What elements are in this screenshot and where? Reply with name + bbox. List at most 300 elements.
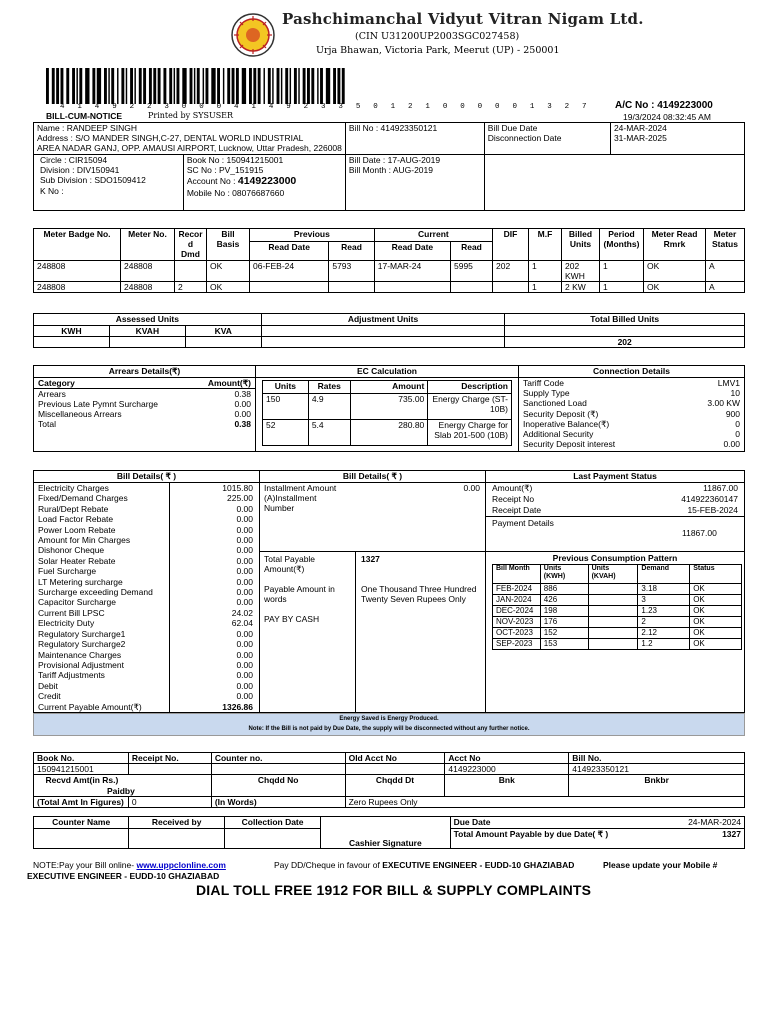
barcode-bar <box>117 68 118 104</box>
connection-row <box>523 409 740 419</box>
consumption-row <box>493 628 742 639</box>
barcode-bar <box>126 68 127 104</box>
connection-label: Additional Security <box>523 429 594 440</box>
barcode-bar <box>169 68 172 104</box>
words-label: Payable Amount in words <box>264 584 335 605</box>
bill-detail-value: 0.00 <box>236 691 253 702</box>
col-record-dmd: Recor d Dmd <box>175 229 207 261</box>
last-payment-label: Amount(₹) <box>492 483 533 493</box>
bill-detail-row <box>34 702 259 712</box>
barcode-bar <box>143 68 146 104</box>
barcode-bar <box>311 68 314 104</box>
barcode-bar <box>108 68 109 104</box>
barcode-bar <box>242 68 246 104</box>
bill-detail-label: Electricity Duty <box>38 618 95 629</box>
company-address: Urja Bhawan, Victoria Park, Meerut (UP) - 250001 <box>316 45 560 56</box>
meter-cell: 248808 <box>121 281 175 292</box>
meter-row <box>34 260 745 281</box>
bill-detail-value: 0.00 <box>236 566 253 577</box>
connection-label: Inoperative Balance(₹) <box>523 418 610 429</box>
arrears-category: Previous Late Pymnt Surcharge <box>38 399 159 410</box>
meter-cell: 248808 <box>34 260 121 281</box>
bill-detail-label: LT Metering surcharge <box>38 576 123 587</box>
barcode-bar <box>268 68 271 104</box>
consumption-row <box>493 606 742 617</box>
barcode-bar <box>149 68 152 104</box>
meter-rows <box>34 260 745 293</box>
meter-cell: 202 <box>493 260 529 281</box>
barcode-bar <box>111 68 114 104</box>
bill-details-section <box>33 470 745 713</box>
bill-detail-value: 0.00 <box>236 576 253 587</box>
bill-detail-label: Credit <box>38 691 61 702</box>
meter-cell: 1 <box>529 281 562 292</box>
kvah-label: KVAH <box>109 326 185 337</box>
bill-notice-title: BILL-CUM-NOTICE <box>46 111 123 121</box>
sub-division: Sub Division : SDO1509412 <box>40 175 146 186</box>
barcode-bar <box>236 68 239 104</box>
barcode-bar <box>197 68 200 104</box>
account-number-header: A/C No : 4149223000 <box>615 100 713 111</box>
barcode-bar <box>52 68 55 104</box>
counter-due-label: Due Date <box>450 817 611 829</box>
bill-details-panel <box>34 471 260 712</box>
meter-row <box>34 281 745 292</box>
ec-rows <box>263 394 512 446</box>
bill-detail-value: 0.00 <box>236 587 253 598</box>
ec-cell: Energy Charge for Slab 201-500 (10B) <box>428 420 512 446</box>
total-billed-units-value: 202 <box>505 337 745 348</box>
bill-detail-row <box>34 691 259 701</box>
connection-row <box>523 378 740 388</box>
bill-details-divider <box>169 483 170 712</box>
consumption-rows <box>493 584 742 650</box>
executive-engineer: EXECUTIVE ENGINEER - EUDD-10 GHAZIABAD <box>27 871 220 881</box>
consumption-cell: 1.2 <box>638 639 690 650</box>
consumer-address-line2: AREA NADAR GANJ, OPP. AMAUSI AIRPORT, Lucknow, Uttar Pradesh, 226008 <box>37 143 342 154</box>
arrears-header <box>34 378 255 389</box>
col-prev-read-date: Read Date <box>250 241 329 260</box>
rc-book-label: Book No. <box>34 753 129 764</box>
cons-col-kvah: Units (KVAH) <box>588 565 638 584</box>
connection-value: 3.00 KW <box>707 398 740 409</box>
connection-label: Security Deposit (₹) <box>523 408 599 419</box>
ec-title: EC Calculation <box>256 366 518 378</box>
bill-detail-row <box>34 493 259 503</box>
meter-cell <box>329 281 374 292</box>
bill-detail-row <box>34 514 259 524</box>
meter-cell <box>450 281 492 292</box>
bill-detail-row <box>34 545 259 555</box>
bill-detail-value: 0.00 <box>236 524 253 535</box>
bill-detail-label: Electricity Charges <box>38 483 109 493</box>
connection-label: Sanctioned Load <box>523 398 587 409</box>
barcode-bar <box>277 68 280 104</box>
col-dif: DIF <box>493 229 529 261</box>
arrears-amount: 0.38 <box>234 419 251 430</box>
dd-favour-note <box>274 860 574 870</box>
barcode-bar <box>326 68 330 104</box>
barcode-bar <box>61 68 64 104</box>
consumption-cell: SEP-2023 <box>493 639 541 650</box>
last-payment-panel <box>486 471 744 712</box>
meter-cell: A <box>706 281 745 292</box>
col-billed-units: Billed Units <box>562 229 600 261</box>
company-logo <box>230 12 276 58</box>
payment-details-label: Payment Details <box>492 518 554 528</box>
bill-detail-row <box>34 618 259 628</box>
meter-cell: 2 KW <box>562 281 600 292</box>
company-cin: (CIN U31200UP2003SGC027458) <box>355 31 520 42</box>
bill-detail-label: Debit <box>38 680 58 691</box>
connection-value: 0 <box>735 418 740 429</box>
col-prev-read: Read <box>329 241 374 260</box>
barcode-bar <box>217 68 220 104</box>
arrears-row <box>38 419 251 429</box>
consumption-table <box>492 564 742 650</box>
consumption-cell: 426 <box>540 595 588 606</box>
printed-timestamp: 19/3/2024 08:32:45 AM <box>623 112 711 122</box>
barcode-bar <box>285 68 288 104</box>
consumption-cell <box>588 606 638 617</box>
bill-detail-label: Power Loom Rebate <box>38 524 116 535</box>
website-link[interactable]: www.uppclonline.com <box>136 860 226 870</box>
rc-counter-value <box>211 764 345 775</box>
col-previous: Previous <box>250 229 375 242</box>
meter-cell: 248808 <box>34 281 121 292</box>
col-meter-badge: Meter Badge No. <box>34 229 121 261</box>
arrears-category-label: Category <box>38 378 75 388</box>
barcode-bar <box>163 68 166 104</box>
payment-details-value: 11867.00 <box>682 528 717 538</box>
barcode-bar <box>85 68 89 104</box>
bill-detail-row <box>34 535 259 545</box>
arrears-amount: 0.00 <box>234 409 251 420</box>
col-meter-status: Meter Status <box>706 229 745 261</box>
connection-value: 900 <box>725 408 740 419</box>
bill-detail-value: 0.00 <box>236 535 253 546</box>
update-mobile-note: Please update your Mobile # <box>603 860 718 870</box>
consumption-cell: 152 <box>540 628 588 639</box>
rc-bill-label: Bill No. <box>569 753 745 764</box>
mobile-number: Mobile No : 08076687660 <box>186 187 285 198</box>
bill-detail-label: Regulatory Surcharge1 <box>38 628 126 639</box>
last-payment-value: 11867.00 <box>703 483 738 493</box>
account-number-label: Account No : <box>186 176 236 187</box>
barcode-bar <box>317 68 318 104</box>
arrears-category: Total <box>38 419 56 430</box>
meter-cell: 17-MAR-24 <box>374 260 450 281</box>
consumption-cell: OK <box>690 606 742 617</box>
consumption-row <box>493 617 742 628</box>
due-date-label: Bill Due Date <box>487 123 538 133</box>
bill-detail-row <box>34 525 259 535</box>
rc-chqdd-dt-label: Chqdd Dt <box>345 775 445 796</box>
bill-detail-row <box>34 556 259 566</box>
assessed-units-label: Assessed Units <box>34 314 262 326</box>
bill-detail-value: 0.00 <box>236 503 253 514</box>
collection-date-label: Collection Date <box>225 817 321 829</box>
barcode-bar <box>307 68 310 104</box>
bill-details-rows <box>34 483 259 712</box>
last-payment-row <box>492 494 738 505</box>
bill-details-mid-title: Bill Details( ₹ ) <box>260 471 485 483</box>
barcode-bar <box>272 68 273 104</box>
last-payment-row <box>492 505 738 516</box>
meter-cell: 5793 <box>329 260 374 281</box>
bill-date: Bill Date : 17-AUG-2019 <box>348 155 441 165</box>
arrears-row <box>38 399 251 409</box>
last-payment-value: 15-FEB-2024 <box>687 504 738 515</box>
barcode-bar <box>104 68 107 104</box>
last-payment-value: 414922360147 <box>681 493 738 504</box>
barcode-bar <box>320 68 323 104</box>
consumption-row <box>493 639 742 650</box>
rc-bnk-label: Bnk <box>445 775 569 796</box>
connection-label: Security Deposit interest <box>523 439 616 450</box>
consumption-cell: OCT-2023 <box>493 628 541 639</box>
arrears-category: Miscellaneous Arrears <box>38 409 122 420</box>
sc-number: SC No : PV_151915 <box>186 165 264 176</box>
bill-detail-label: Capacitor Surcharge <box>38 597 116 608</box>
received-by-label: Received by <box>129 817 225 829</box>
bill-detail-row <box>34 587 259 597</box>
connection-value: 0.00 <box>723 439 740 450</box>
toll-free-banner: DIAL TOLL FREE 1912 FOR BILL & SUPPLY COMPLAINTS <box>196 882 592 898</box>
bill-detail-label: Fixed/Demand Charges <box>38 493 128 504</box>
bill-detail-value: 24.02 <box>231 607 253 618</box>
meter-cell: 1 <box>529 260 562 281</box>
col-meter-read-rmrk: Meter Read Rmrk <box>644 229 706 261</box>
barcode-bar <box>253 68 256 104</box>
bill-detail-value: 0.00 <box>236 639 253 650</box>
account-number-value: 4149223000 <box>237 175 297 188</box>
ec-cell: 52 <box>263 420 309 446</box>
connection-label: Supply Type <box>523 388 570 399</box>
consumption-cell <box>588 639 638 650</box>
barcode-bar <box>258 68 261 104</box>
words-value: One Thousand Three Hundred Twenty Seven Rupees Only <box>361 584 477 605</box>
barcode-bar <box>56 68 59 104</box>
ec-row <box>263 394 512 420</box>
arrears-ec-connection-section <box>33 365 745 452</box>
col-bill-basis: Bill Basis <box>207 229 250 261</box>
total-payable-value: 1327 <box>361 554 380 564</box>
col-mf: M.F <box>529 229 562 261</box>
consumption-cell: 3.18 <box>638 584 690 595</box>
barcode-digits: 4 1 4 9 2 2 3 0 0 0 4 1 4 9 2 3 3 5 0 1 2 1 0 0 0 0 0 1 3 2 7 <box>60 103 591 111</box>
arrears-category: Arrears <box>38 389 66 400</box>
barcode-bar <box>121 68 124 104</box>
account-number <box>187 175 342 188</box>
consumption-row <box>493 595 742 606</box>
bill-detail-value: 0.00 <box>236 555 253 566</box>
energy-saved-note: Energy Saved is Energy Produced. <box>339 716 439 722</box>
bill-detail-label: Fuel Surcharge <box>38 566 97 577</box>
consumption-cell: 153 <box>540 639 588 650</box>
barcode-bar <box>46 68 49 104</box>
consumption-cell <box>588 595 638 606</box>
bill-detail-value: 0.00 <box>236 670 253 681</box>
pay-mode: PAY BY CASH <box>264 614 320 624</box>
consumption-cell <box>588 584 638 595</box>
arrears-panel <box>34 366 256 451</box>
bill-number: Bill No : 414923350121 <box>348 123 438 133</box>
bill-detail-row <box>34 681 259 691</box>
kva-label: KVA <box>185 326 261 337</box>
connection-rows <box>519 378 744 449</box>
bill-detail-value: 0.00 <box>236 628 253 639</box>
bill-detail-row <box>34 660 259 670</box>
barcode-bar <box>232 68 235 104</box>
consumption-cell: OK <box>690 639 742 650</box>
barcode-bar <box>194 68 195 104</box>
bill-detail-value: 225.00 <box>227 493 253 504</box>
bill-detail-label: Tariff Adjustments <box>38 670 105 681</box>
bill-month: Bill Month : AUG-2019 <box>348 165 433 176</box>
bill-detail-value: 1326.86 <box>222 701 253 712</box>
disconnection-note: Note: If the Bill is not paid by Due Date, the supply will be disconnected without any further notice. <box>248 726 530 733</box>
receipt-table <box>33 752 745 808</box>
bill-detail-value: 0.00 <box>236 680 253 691</box>
bill-detail-row <box>34 566 259 576</box>
bill-detail-label: Provisional Adjustment <box>38 659 124 670</box>
col-curr-read-date: Read Date <box>374 241 450 260</box>
ec-units-label: Units <box>263 381 309 394</box>
arrears-row <box>38 409 251 419</box>
rc-bnkbr-label: Bnkbr <box>569 775 745 796</box>
rc-old-acct-value <box>345 764 445 775</box>
rc-receipt-value <box>128 764 211 775</box>
consumption-cell: 176 <box>540 617 588 628</box>
bill-detail-row <box>34 670 259 680</box>
total-billed-units-label: Total Billed Units <box>505 314 745 326</box>
bill-detail-value: 0.00 <box>236 649 253 660</box>
mid-divider-h <box>260 551 486 552</box>
ec-cell: 735.00 <box>350 394 428 420</box>
consumption-cell: JAN-2024 <box>493 595 541 606</box>
last-payment-row <box>492 483 738 494</box>
installment-label: Installment Amount (A)Installment Number <box>264 483 337 514</box>
barcode-bar <box>298 68 299 104</box>
cons-col-demand: Demand <box>638 565 690 584</box>
meter-cell: OK <box>644 281 706 292</box>
bill-detail-row <box>34 608 259 618</box>
units-table <box>33 313 745 348</box>
consumption-cell: 1.23 <box>638 606 690 617</box>
connection-row <box>523 419 740 429</box>
consumption-row <box>493 584 742 595</box>
meter-cell: OK <box>207 260 250 281</box>
counter-due-value: 24-MAR-2024 <box>611 817 744 829</box>
counter-name-label: Counter Name <box>34 817 129 829</box>
col-period: Period (Months) <box>600 229 644 261</box>
pay-online-label: NOTE:Pay your Bill online- <box>33 860 135 870</box>
meter-cell: 2 <box>175 281 207 292</box>
connection-row <box>523 429 740 439</box>
barcode-bar <box>97 68 101 104</box>
connection-row <box>523 388 740 398</box>
barcode-bar <box>211 68 215 104</box>
bill-detail-row <box>34 650 259 660</box>
favour-name: EXECUTIVE ENGINEER - EUDD-10 GHAZIABAD <box>382 860 575 870</box>
arrears-amount: 0.00 <box>234 399 251 410</box>
consumer-info-table <box>33 122 745 211</box>
arrears-rows <box>34 389 255 429</box>
arrears-amount-label: Amount(₹) <box>207 378 251 388</box>
counter-total-value: 1327 <box>611 829 744 849</box>
rc-counter-label: Counter no. <box>211 753 345 764</box>
rc-chqdd-no-label: Chqdd No <box>211 775 345 796</box>
connection-title: Connection Details <box>519 366 744 378</box>
rc-old-acct-label: Old Acct No <box>345 753 445 764</box>
consumption-cell: 3 <box>638 595 690 606</box>
rc-in-words-value: Zero Rupees Only <box>345 796 744 807</box>
meter-cell: 1 <box>600 281 644 292</box>
rc-total-figures-label: (Total Amt In Figures) <box>34 796 129 807</box>
barcode-bar <box>264 68 265 104</box>
ec-description-label: Description <box>428 381 512 394</box>
barcode-bar <box>177 68 180 104</box>
consumption-cell: OK <box>690 617 742 628</box>
ec-cell: Energy Charge (ST-10B) <box>428 394 512 420</box>
ec-cell: 4.9 <box>308 394 350 420</box>
ec-calculation-panel <box>256 366 519 451</box>
meter-cell <box>250 281 329 292</box>
barcode-bar <box>158 68 161 104</box>
consumer-name: Name : RANDEEP SINGH <box>37 123 137 133</box>
last-payment-label: Receipt No <box>492 493 535 504</box>
consumption-cell: DEC-2024 <box>493 606 541 617</box>
rc-total-figures-value: 0 <box>128 796 211 807</box>
meter-cell: OK <box>207 281 250 292</box>
meter-cell: 248808 <box>121 260 175 281</box>
printed-by: Printed by SYSUSER <box>148 111 234 120</box>
disconnection-date-label: Disconnection Date <box>487 133 562 144</box>
barcode-bar <box>294 68 297 104</box>
pay-online-note <box>33 860 226 870</box>
bill-detail-row <box>34 483 259 493</box>
bill-detail-value: 62.04 <box>231 618 253 629</box>
bill-details-title: Bill Details( ₹ ) <box>34 471 259 483</box>
footer-note-banner <box>33 713 745 736</box>
division: Division : DIV150941 <box>40 165 120 176</box>
bill-detail-value: 0.00 <box>236 514 253 525</box>
consumption-cell: OK <box>690 595 742 606</box>
meter-cell: OK <box>644 260 706 281</box>
bill-detail-row <box>34 629 259 639</box>
last-payment-title: Last Payment Status <box>486 471 744 483</box>
bill-detail-value: 1015.80 <box>222 483 253 493</box>
consumption-cell: NOV-2023 <box>493 617 541 628</box>
barcode-bar <box>174 68 175 104</box>
bill-detail-value: 0.00 <box>236 545 253 556</box>
bill-detail-label: Dishonor Cheque <box>38 545 105 556</box>
col-current: Current <box>374 229 492 242</box>
bill-detail-label: Current Payable Amount(₹) <box>38 701 142 712</box>
bill-detail-row <box>34 504 259 514</box>
bill-detail-value: 0.00 <box>236 659 253 670</box>
meter-cell <box>374 281 450 292</box>
consumption-cell: OK <box>690 584 742 595</box>
barcode-bar <box>206 68 209 104</box>
ec-table <box>262 380 512 446</box>
barcode-bar <box>72 68 75 104</box>
counter-total-label: Total Amount Payable by due Date( ₹ ) <box>450 829 611 849</box>
last-payment-rows <box>486 483 744 515</box>
barcode-bar <box>203 68 204 104</box>
barcode-bar <box>190 68 193 104</box>
